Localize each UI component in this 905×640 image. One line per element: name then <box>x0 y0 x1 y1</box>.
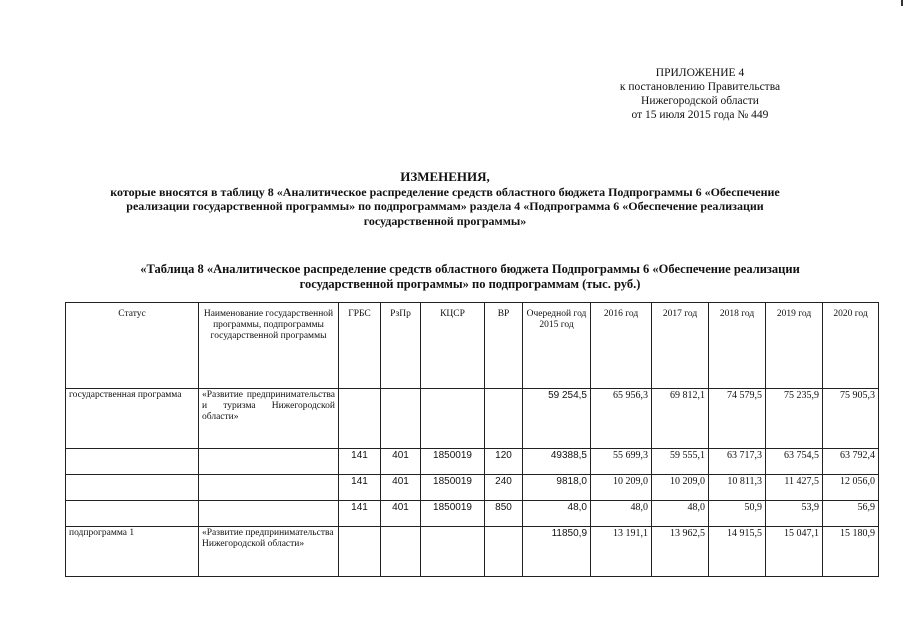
cell-vr <box>485 389 523 449</box>
cell-vr: 850 <box>485 501 523 527</box>
document-heading <box>60 170 830 228</box>
table-row <box>66 449 879 475</box>
header-grbs: ГРБС <box>339 303 381 389</box>
cell-kcsr: 1850019 <box>421 449 485 475</box>
cell-rzpr: 401 <box>381 449 421 475</box>
cell-2019: 11 427,5 <box>766 475 823 501</box>
cell-2019: 75 235,9 <box>766 389 823 449</box>
cell-status <box>66 475 199 501</box>
header-2020: 2020 год <box>823 303 879 389</box>
appendix-date: от 15 июля 2015 года № 449 <box>631 109 769 121</box>
cell-2015: 59 254,5 <box>523 389 591 449</box>
cell-name: «Развитие предпринимательства Нижегородской области» <box>199 527 339 577</box>
header-vr: ВР <box>485 303 523 389</box>
cell-rzpr <box>381 527 421 577</box>
cell-2020: 12 056,0 <box>823 475 879 501</box>
cell-vr <box>485 527 523 577</box>
cell-2020: 15 180,9 <box>823 527 879 577</box>
cell-status: подпрограмма 1 <box>66 527 199 577</box>
cell-rzpr <box>381 389 421 449</box>
table-row <box>66 501 879 527</box>
appendix-title: ПРИЛОЖЕНИЕ 4 <box>655 67 745 79</box>
cell-2018: 14 915,5 <box>709 527 766 577</box>
cell-name <box>199 501 339 527</box>
cell-status <box>66 501 199 527</box>
cell-2016: 13 191,1 <box>591 527 652 577</box>
appendix-region: Нижегородской области <box>641 95 759 107</box>
appendix-resolution: к постановлению Правительства <box>619 81 781 93</box>
heading-line-3: государственной программы» <box>363 213 527 228</box>
heading-line-2: реализации государственной программы» по подпрограммам» раздела 4 «Подпрограмма 6 «Обеспечение реализации <box>126 199 764 213</box>
cell-2017: 59 555,1 <box>652 449 709 475</box>
cell-2018: 74 579,5 <box>709 389 766 449</box>
header-2017: 2017 год <box>652 303 709 389</box>
table-row <box>66 527 879 577</box>
cell-2015: 9818,0 <box>523 475 591 501</box>
cell-name <box>199 475 339 501</box>
cell-2020: 56,9 <box>823 501 879 527</box>
cell-grbs <box>339 389 381 449</box>
cell-2018: 50,9 <box>709 501 766 527</box>
table-header-row <box>66 303 879 389</box>
cell-vr: 120 <box>485 449 523 475</box>
cell-vr: 240 <box>485 475 523 501</box>
cell-rzpr: 401 <box>381 475 421 501</box>
cell-2017: 10 209,0 <box>652 475 709 501</box>
cell-grbs: 141 <box>339 475 381 501</box>
table-caption-line-1: «Таблица 8 «Аналитическое распределение средств областного бюджета Подпрограммы 6 «Обеспечение реализации <box>140 262 800 276</box>
heading-title: ИЗМЕНЕНИЯ, <box>400 169 490 184</box>
cell-2016: 55 699,3 <box>591 449 652 475</box>
table-caption <box>90 262 850 291</box>
cell-grbs <box>339 527 381 577</box>
table-row <box>66 389 879 449</box>
cell-status <box>66 449 199 475</box>
scan-mark <box>901 0 903 6</box>
cell-2017: 48,0 <box>652 501 709 527</box>
cell-kcsr: 1850019 <box>421 501 485 527</box>
header-rzpr: РзПр <box>381 303 421 389</box>
cell-2018: 10 811,3 <box>709 475 766 501</box>
cell-2019: 63 754,5 <box>766 449 823 475</box>
budget-table <box>65 302 879 577</box>
appendix-block <box>600 66 800 122</box>
cell-name: «Развитие предпринимательства и туризма Нижегородской области» <box>199 389 339 449</box>
header-2019: 2019 год <box>766 303 823 389</box>
cell-2015: 11850,9 <box>523 527 591 577</box>
cell-rzpr: 401 <box>381 501 421 527</box>
cell-status: государственная программа <box>66 389 199 449</box>
cell-2015: 48,0 <box>523 501 591 527</box>
cell-grbs: 141 <box>339 449 381 475</box>
cell-2018: 63 717,3 <box>709 449 766 475</box>
cell-kcsr: 1850019 <box>421 475 485 501</box>
cell-2017: 13 962,5 <box>652 527 709 577</box>
table-row <box>66 475 879 501</box>
cell-2017: 69 812,1 <box>652 389 709 449</box>
header-2018: 2018 год <box>709 303 766 389</box>
header-kcsr: КЦСР <box>421 303 485 389</box>
cell-2016: 48,0 <box>591 501 652 527</box>
header-2016: 2016 год <box>591 303 652 389</box>
cell-name <box>199 449 339 475</box>
heading-line-1: которые вносятся в таблицу 8 «Аналитическое распределение средств областного бюджета Подпрограммы 6 «Обеспечение <box>110 184 780 199</box>
cell-kcsr <box>421 527 485 577</box>
cell-2015: 49388,5 <box>523 449 591 475</box>
cell-2020: 75 905,3 <box>823 389 879 449</box>
cell-kcsr <box>421 389 485 449</box>
cell-2016: 65 956,3 <box>591 389 652 449</box>
header-status: Статус <box>66 303 199 389</box>
cell-grbs: 141 <box>339 501 381 527</box>
header-name: Наименование государственной программы, подпрограммы государственной программы <box>199 303 339 389</box>
table-caption-line-2: государственной программы» по подпрограммам (тыс. руб.) <box>299 276 641 291</box>
cell-2019: 15 047,1 <box>766 527 823 577</box>
cell-2020: 63 792,4 <box>823 449 879 475</box>
cell-2019: 53,9 <box>766 501 823 527</box>
cell-2016: 10 209,0 <box>591 475 652 501</box>
header-2015: Очередной год 2015 год <box>523 303 591 389</box>
